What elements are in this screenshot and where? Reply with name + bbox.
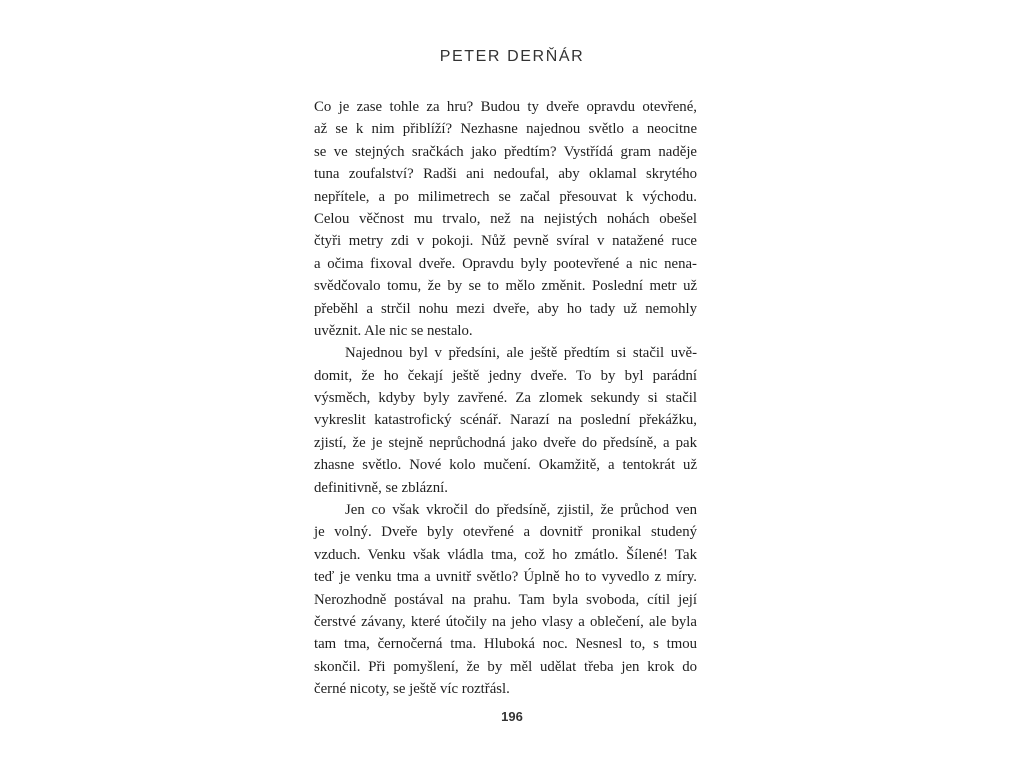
text-line: nepřítele, a po milimetrech se začal přesouvat k východu. <box>314 188 697 205</box>
text-line: domit, že ho čekají ještě jedny dveře. To by byl parádní <box>314 367 698 384</box>
text-line: výsměch, kdyby byly zavřené. Za zlomek sekundy si stačil <box>314 390 698 407</box>
running-head-author: PETER DERŇÁR <box>439 48 585 65</box>
text-line: vzduch. Venku však vládla tma, což ho zmátlo. Šílené! Tak <box>314 546 697 563</box>
text-line: až se k nim přiblíží? Nezhasne najednou světlo a neocitne <box>314 121 698 138</box>
text-line: uvěznit. Ale nic se nestalo. <box>314 322 473 339</box>
text-line: Co je zase tohle za hru? Budou ty dveře opravdu otevřené, <box>314 99 697 115</box>
text-line: zjistí, že je stejně neprůchodná jako dveře do předsíně, a pak <box>314 434 697 451</box>
text-line: teď je venku tma a uvnitř světlo? Úplně ho to vyvedlo z míry. <box>314 569 697 586</box>
text-line: zhasne světlo. Nové kolo mučení. Okamžitě, a tentokrát už <box>314 457 698 474</box>
text-line: a očima fixoval dveře. Opravdu byly pootevřené a nic nena- <box>314 255 697 272</box>
text-line: definitivně, se zblázní. <box>314 479 448 496</box>
text-line: Nerozhodně postával na prahu. Tam byla svoboda, cítil její <box>314 591 698 608</box>
text-line: vykreslit katastrofický scénář. Narazí na poslední překážku, <box>314 412 697 429</box>
text-line: tuna zoufalství? Radši ani nedoufal, aby oklamal skrytého <box>314 166 698 183</box>
text-line: Jen co však vkročil do předsíně, zjistil, že průchod ven <box>345 502 698 519</box>
page-number: 196 <box>501 709 523 724</box>
text-line: přeběhl a strčil nohu mezi dveře, aby ho tady už nemohly <box>314 300 698 317</box>
body-text <box>314 96 697 701</box>
text-line: tam tma, černočerná tma. Hluboká noc. Nesnesl to, s tmou <box>314 636 698 653</box>
text-line: skončil. Při pomyšlení, že by měl udělat třeba jen krok do <box>314 658 697 675</box>
text-line: Celou věčnost mu trvalo, než na nejistých nohách obešel <box>314 210 697 227</box>
text-line: černé nicoty, se ještě víc roztřásl. <box>314 681 510 698</box>
text-line: čerstvé závany, které útočily na jeho vlasy a oblečení, ale byla <box>314 613 697 630</box>
text-line: je volný. Dveře byly otevřené a dovnitř pronikal studený <box>314 524 697 541</box>
text-line: Najednou byl v předsíni, ale ještě předtím si stačil uvě- <box>345 345 698 362</box>
text-line: svědčovalo tomu, že by se to mělo změnit. Poslední metr už <box>314 278 698 295</box>
text-line: čtyři metry zdi v pokoji. Nůž pevně svíral v natažené ruce <box>314 233 697 250</box>
text-line: se ve stejných sračkách jako předtím? Vystřídá gram naděje <box>314 143 698 160</box>
